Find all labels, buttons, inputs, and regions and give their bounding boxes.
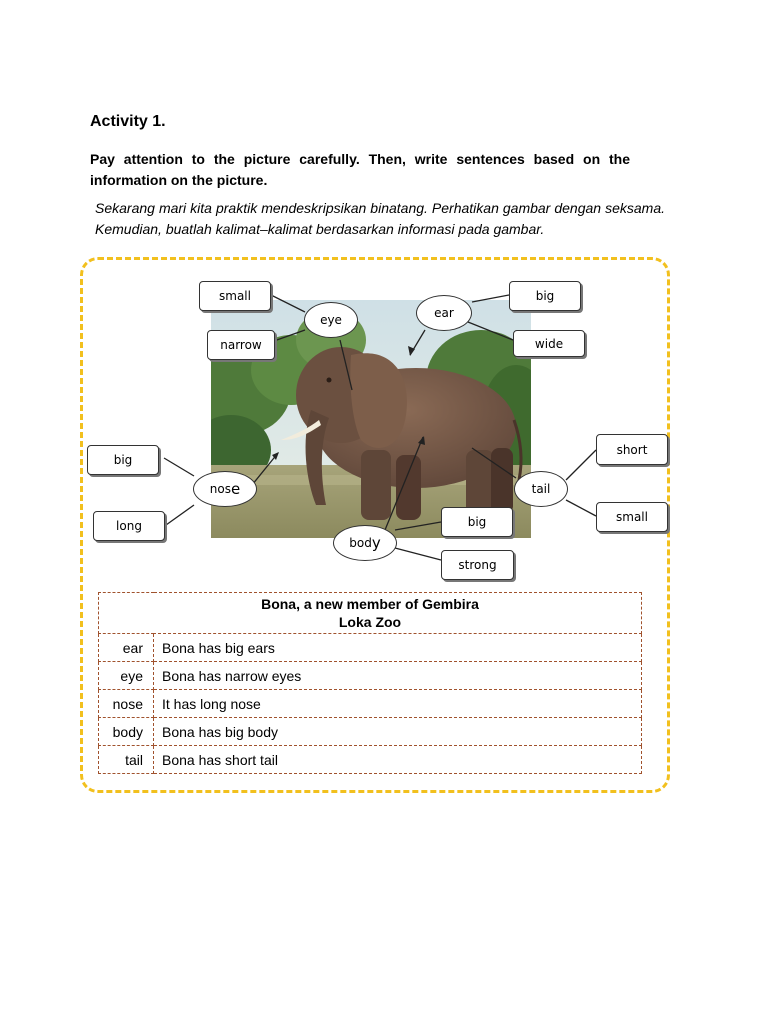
activity-title: Activity 1. <box>90 113 166 130</box>
part-oval-ear: ear <box>416 295 472 331</box>
row-sentence: Bona has big body <box>154 718 642 746</box>
row-sentence: It has long nose <box>154 690 642 718</box>
part-oval-nose: nos e <box>193 471 257 507</box>
row-part: eye <box>99 662 154 690</box>
table-title: Bona, a new member of Gembira Loka Zoo <box>99 593 642 634</box>
table-row <box>99 718 642 746</box>
row-sentence: Bona has narrow eyes <box>154 662 642 690</box>
row-part: nose <box>99 690 154 718</box>
adjective-box-nose-long: long <box>93 511 165 541</box>
adjective-box-tail-short: short <box>596 434 668 465</box>
row-part: ear <box>99 634 154 662</box>
adjective-box-ear-big: big <box>509 281 581 311</box>
adjective-box-body-strong: strong <box>441 550 514 580</box>
table-row <box>99 662 642 690</box>
adjective-box-tail-small: small <box>596 502 668 532</box>
row-part: body <box>99 718 154 746</box>
part-oval-body: bod y <box>333 525 397 561</box>
instruction-text: Pay attention to the picture carefully. Then, write sentences based on the information on the picture. <box>90 151 630 188</box>
sentence-table <box>98 592 642 774</box>
row-sentence: Bona has short tail <box>154 746 642 774</box>
instruction-text-indonesian: Sekarang mari kita praktik mendeskripsikan binatang. Perhatikan gambar dengan seksama. Kemudian, buatlah kalimat–kalimat berdasarkan informasi pada gambar. <box>95 200 665 237</box>
adjective-box-body-big: big <box>441 507 513 537</box>
adjective-box-ear-wide: wide <box>513 330 585 357</box>
table-row <box>99 634 642 662</box>
adjective-box-nose-big: big <box>87 445 159 475</box>
row-sentence: Bona has big ears <box>154 634 642 662</box>
table-row <box>99 690 642 718</box>
adjective-box-eye-narrow: narrow <box>207 330 275 360</box>
adjective-box-eye-small: small <box>199 281 271 311</box>
table-row <box>99 746 642 774</box>
part-oval-eye: eye <box>304 302 358 338</box>
row-part: tail <box>99 746 154 774</box>
part-oval-tail: tail <box>514 471 568 507</box>
